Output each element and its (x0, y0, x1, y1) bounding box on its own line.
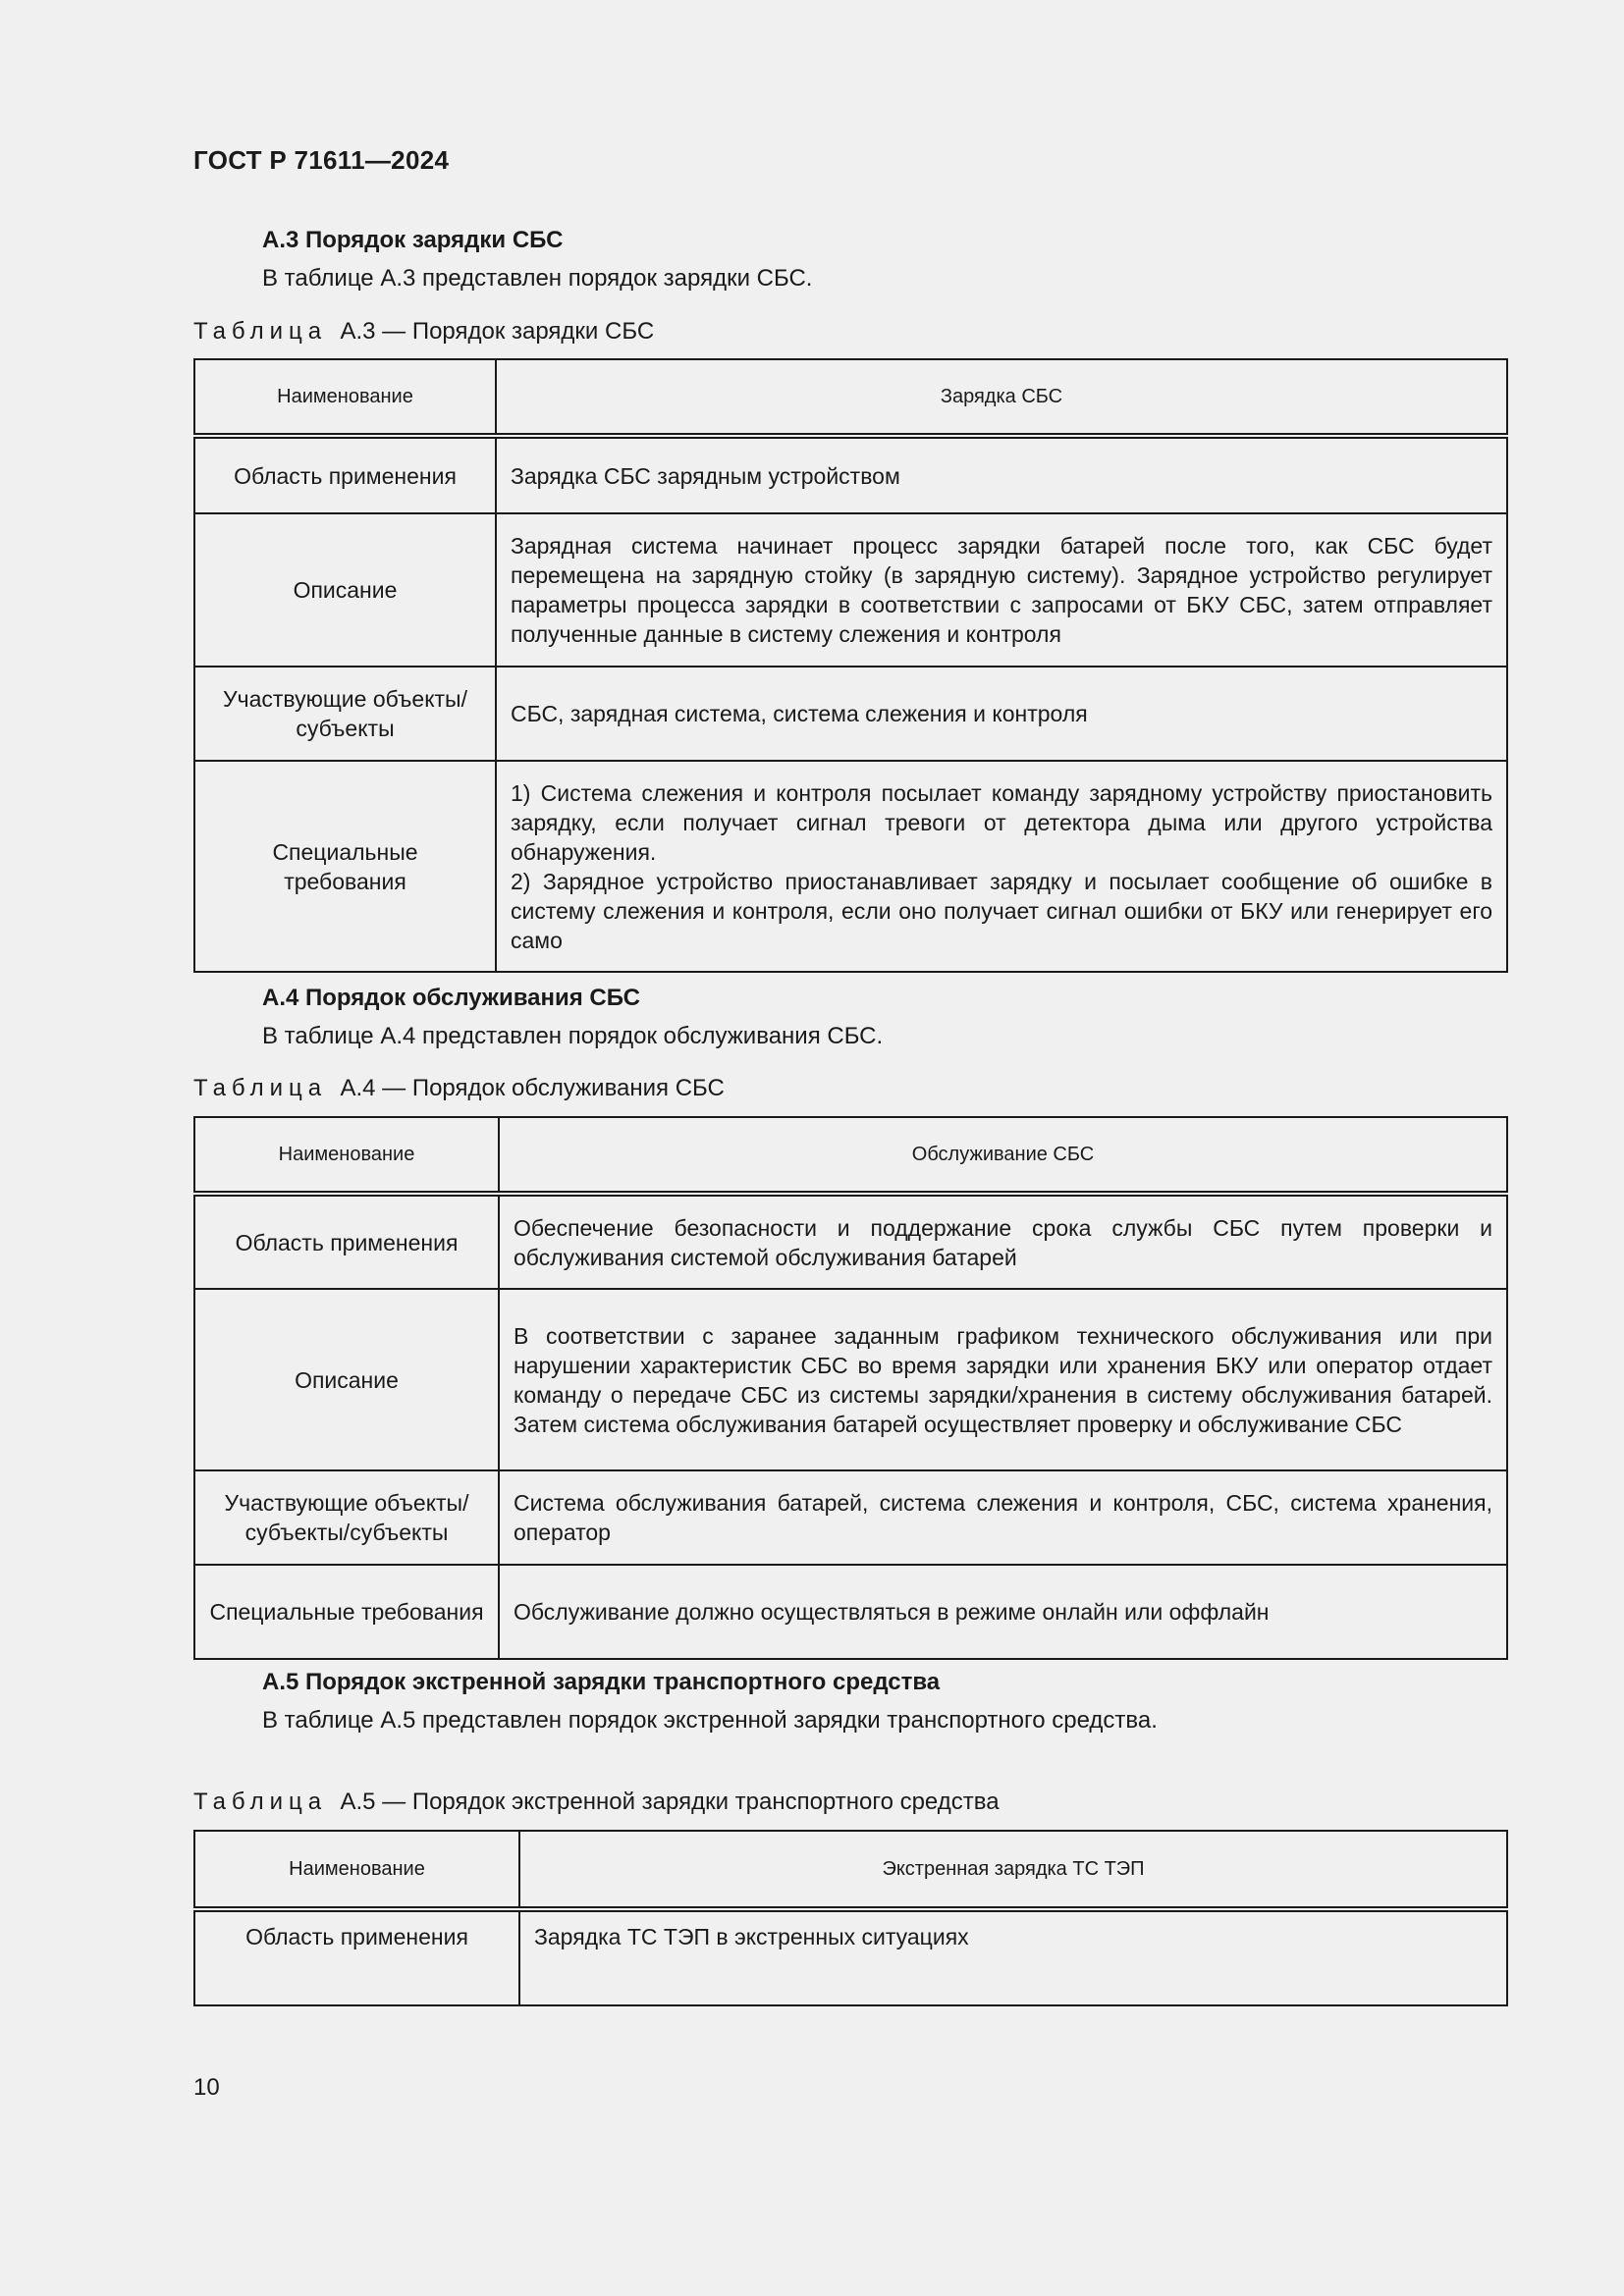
row-value: Обслуживание должно осуществляться в режиме онлайн или оффлайн (499, 1565, 1507, 1659)
column-header-name: Наименование (194, 1831, 519, 1909)
table-a3 (193, 358, 1508, 973)
table-row (194, 1289, 1507, 1470)
row-name: Область применения (194, 436, 496, 513)
table-row (194, 667, 1507, 761)
row-name: Участвующие объекты/субъекты (194, 667, 496, 761)
column-header-value: Обслуживание СБС (499, 1117, 1507, 1194)
table-row (194, 1470, 1507, 1565)
table-row (194, 1194, 1507, 1289)
column-header-name: Наименование (194, 1117, 499, 1194)
table-caption-a4 (193, 1075, 725, 1102)
caption-word: Таблица (193, 1075, 328, 1101)
column-header-name: Наименование (194, 359, 496, 436)
table-caption-a5 (193, 1789, 1000, 1816)
row-value: Обеспечение безопасности и поддержание срока службы СБС путем проверки и обслуживания системой обслуживания батарей (499, 1194, 1507, 1289)
table-header-row (194, 359, 1507, 436)
requirement-item: 1) Система слежения и контроля посылает команду зарядному устройству приостановить зарядку, если получает сигнал тревоги от детектора дыма или другого устройства обнаружения. (511, 779, 1492, 865)
section-intro-a4: В таблице А.4 представлен порядок обслуживания СБС. (262, 1023, 884, 1049)
row-value: Система обслуживания батарей, система слежения и контроля, СБС, система хранения, оператор (499, 1470, 1507, 1565)
caption-text: А.3 — Порядок зарядки СБС (340, 318, 655, 345)
row-value: Зарядная система начинает процесс зарядки батарей после того, как СБС будет перемещена на зарядную стойку (в зарядную систему). Зарядное устройство регулирует параметры процесса зарядки в соответствии с запросами от БКУ СБС, затем отправляет полученные данные в систему слежения и контроля (496, 513, 1507, 667)
row-name: Участвующие объекты/субъекты/субъекты (194, 1470, 499, 1565)
caption-word: Таблица (193, 318, 328, 345)
table-row (194, 1909, 1507, 2005)
caption-word: Таблица (193, 1789, 328, 1815)
row-value-list (496, 761, 1507, 972)
table-a4 (193, 1116, 1508, 1660)
page-number: 10 (193, 2074, 220, 2101)
row-name: Специальные требования (194, 761, 496, 972)
section-title-a5: А.5 Порядок экстренной зарядки транспортного средства (262, 1669, 941, 1695)
caption-text: А.4 — Порядок обслуживания СБС (340, 1075, 725, 1101)
row-value: В соответствии с заранее заданным графиком технического обслуживания или при нарушении характеристик СБС во время зарядки или хранения БКУ или оператор отдает команду о передаче СБС из системы зарядки/хранения в систему обслуживания батарей. Затем система обслуживания батарей осуществляет проверку и обслуживание СБС (499, 1289, 1507, 1470)
row-name: Область применения (194, 1909, 519, 2005)
row-name: Описание (194, 513, 496, 667)
column-header-value: Экстренная зарядка ТС ТЭП (519, 1831, 1507, 1909)
row-name: Область применения (194, 1194, 499, 1289)
column-header-value: Зарядка СБС (496, 359, 1507, 436)
requirement-item: 2) Зарядное устройство приостанавливает зарядку и посылает сообщение об ошибке в систему слежения и контроля, если оно получает сигнал ошибки от БКУ или генерирует его само (511, 868, 1492, 953)
table-a5 (193, 1830, 1508, 2006)
section-title-a4: А.4 Порядок обслуживания СБС (262, 985, 641, 1011)
table-header-row (194, 1831, 1507, 1909)
table-row (194, 513, 1507, 667)
caption-text: А.5 — Порядок экстренной зарядки транспортного средства (340, 1789, 1000, 1815)
row-value: СБС, зарядная система, система слежения и контроля (496, 667, 1507, 761)
section-intro-a3: В таблице А.3 представлен порядок зарядки СБС. (262, 265, 813, 292)
document-header: ГОСТ Р 71611—2024 (193, 145, 450, 175)
row-value: Зарядка ТС ТЭП в экстренных ситуациях (519, 1909, 1507, 2005)
table-row (194, 1565, 1507, 1659)
row-name: Специальные требования (194, 1565, 499, 1659)
section-intro-a5: В таблице А.5 представлен порядок экстренной зарядки транспортного средства. (262, 1707, 1158, 1734)
table-header-row (194, 1117, 1507, 1194)
row-value: Зарядка СБС зарядным устройством (496, 436, 1507, 513)
table-caption-a3 (193, 318, 654, 346)
table-row (194, 436, 1507, 513)
row-name: Описание (194, 1289, 499, 1470)
table-row (194, 761, 1507, 972)
section-title-a3: А.3 Порядок зарядки СБС (262, 227, 564, 253)
